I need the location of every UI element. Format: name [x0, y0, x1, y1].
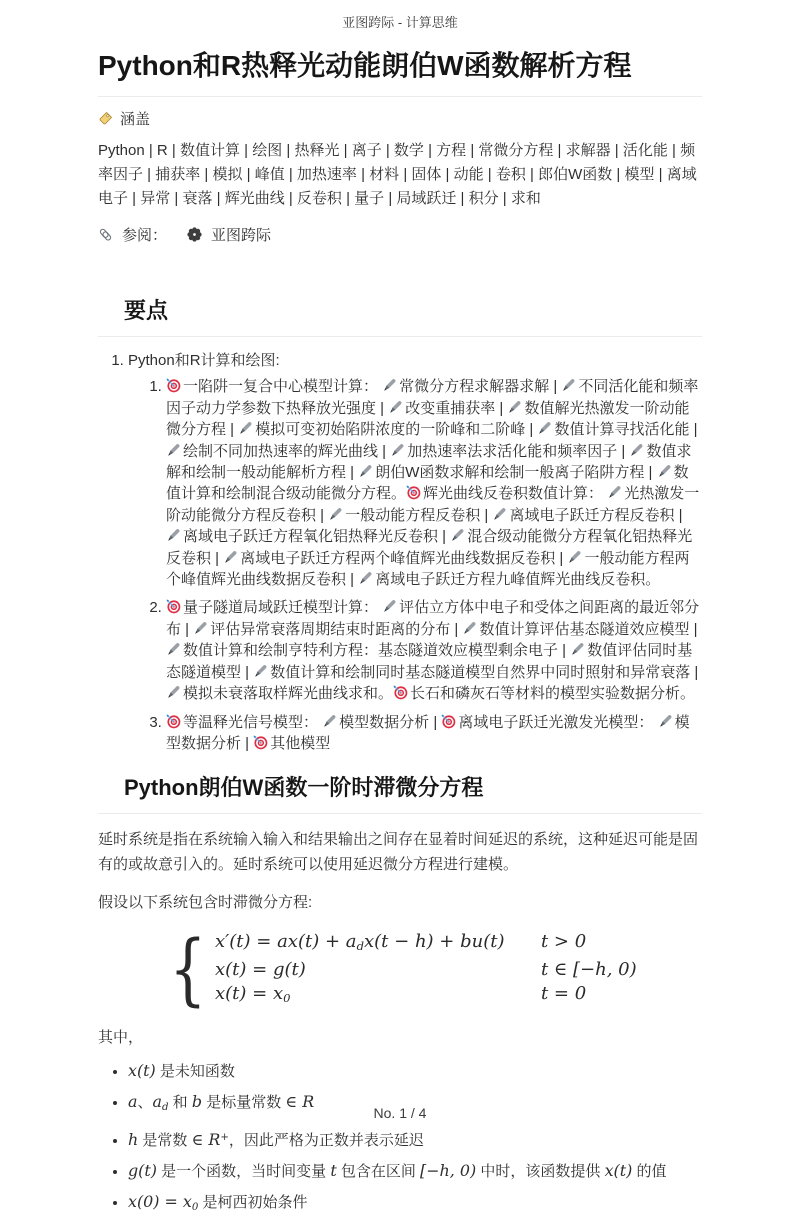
pen-icon [193, 621, 208, 636]
pen-icon [629, 443, 644, 458]
section2-paragraph-2: 假设以下系统包含时滞微分方程: [98, 894, 313, 912]
pen-icon [658, 714, 673, 729]
key-point-item: 1. 一陷阱一复合中心模型计算： 常微分方程求解器求解 | 不同活化能和频率因子动力学参数下热释放光强度 | 改变重捕获率 | 数值解光热激发一阶动能微分方程 | 模拟可变初始陷阱浓度的一阶峰和二阶峰 | 数值计算寻找活化能 | 绘制不同加热速率的辉光曲线 | 加热速率法求活化能和频率因子 | 数值求解和绘制一般动能解析方程 | 朗伯W函数求解和绘制一般离子陷阱方程 | 数值计算和绘制混合级动能微分方程。 辉光曲线反卷积数值计算： 光热激发一阶动能微分方程反卷积 | 一般动能方程反卷积 | 离域电子跃迁方程反卷积 | 离域电子跃迁方程氧化铝热释光反卷积 | 混合级动能微分方程氧化铝热释光反卷积 | 离域电子跃迁方程两个峰值辉光曲线数据反卷积 | 一般动能方程两个峰值辉光曲线数据反卷积 | 离域电子跃迁方程九峰值辉光曲线反卷积。 [166, 376, 702, 590]
paperclip-icon [98, 227, 113, 242]
key-point-item: 3. 等温释光信号模型： 模型数据分析 | 离域电子跃迁光激发光模型： 模型数据分析 | 其他模型 [166, 712, 702, 755]
keyword-list: Python | R | 数值计算 | 绘图 | 热释光 | 离子 | 数学 | 方程 | 常微分方程 | 求解器 | 活化能 | 频率因子 | 捕获率 | 模拟 | 峰值 | 加热速率 | 材料 | 固体 | 动能 | 卷积 | 郎伯W函数 | 模型 | 离域电子 | 异常 | 衰落 | 辉光曲线 | 反卷积 | 量子 | 局域跃迁 | 积分 | 求和 [98, 142, 697, 207]
section2-heading: Python朗伯W函数一阶时滞微分方程 [98, 774, 702, 814]
equation-rows [215, 930, 637, 1010]
target-icon [393, 685, 408, 700]
page-header: 亚图跨际 - 计算思维 [342, 15, 458, 30]
definition-item: • a、ad 和 b 是标量常数 ∈ R [128, 1090, 702, 1119]
curly-brace: { [169, 925, 207, 1016]
tag-line [98, 108, 702, 129]
key-points-section [98, 297, 702, 754]
tag-label: 涵盖 [120, 111, 151, 128]
pen-icon [358, 571, 373, 586]
target-icon [166, 378, 181, 393]
target-icon [166, 599, 181, 614]
target-icon [406, 485, 421, 500]
pen-icon [166, 685, 181, 700]
dde-equation [98, 925, 702, 1016]
pen-icon [462, 621, 477, 636]
site-logo-icon [187, 227, 202, 242]
key-points-intro: Python和R计算和绘图: [128, 352, 280, 369]
pen-icon [223, 550, 238, 565]
equation-row: x′(t) = ax(t) + adx(t − h) + bu(t) t > 0 [214, 930, 587, 954]
key-point-item: 2. 量子隧道局域跃迁模型计算： 评估立方体中电子和受体之间距离的最近邻分布 | 评估异常衰落周期结束时距离的分布 | 数值计算评估基态隧道效应模型 | 数值计算和绘制亨特利方程：基态隧道效应模型剩余电子 | 数值评估同时基态隧道模型 | 数值计算和绘制同时基态隧道模型自然界中同时照射和异常衰落 | 模拟未衰落取样辉光曲线求和。 长石和磷灰石等材料的模型实验数据分析。 [166, 597, 702, 704]
pen-icon [322, 714, 337, 729]
pen-icon [166, 642, 181, 657]
pen-icon [537, 421, 552, 436]
definition-item: • g(t) 是一个函数，当时间变量 t 包含在区间 [−h, 0) 中时，该函数提供 x(t) 的值 [128, 1159, 702, 1183]
definition-item: • x(0) = x0 是柯西初始条件 [128, 1190, 702, 1219]
key-points-heading: 要点 [98, 297, 702, 337]
document-body [0, 47, 800, 1219]
pen-icon [328, 507, 343, 522]
pen-icon [657, 464, 672, 479]
target-icon [166, 714, 181, 729]
page-title: Python和R热释光动能朗伯W函数解析方程 [98, 47, 702, 97]
definition-item: • x(t) 是未知函数 [128, 1059, 702, 1083]
pen-icon [388, 400, 403, 415]
see-also-line [98, 224, 702, 245]
key-points-inner-list [128, 376, 702, 754]
pen-icon [382, 378, 397, 393]
equation-row: x(t) = g(t) t ∈ [−h, 0) [214, 959, 637, 981]
pen-icon [507, 400, 522, 415]
target-icon [441, 714, 456, 729]
pen-icon [450, 528, 465, 543]
definition-item: • h 是常数 ∈ R+，因此严格为正数并表示延迟 [128, 1126, 702, 1152]
pen-icon [238, 421, 253, 436]
where-label: 其中， [98, 1029, 144, 1047]
see-also-link[interactable]: 亚图跨际 [211, 227, 272, 244]
key-points-outer-list [98, 350, 702, 754]
pen-icon [166, 443, 181, 458]
pen-icon [567, 550, 582, 565]
pen-icon [492, 507, 507, 522]
key-points-group [128, 350, 702, 754]
pen-icon [166, 528, 181, 543]
equation-row: x(t) = x0 t = 0 [214, 983, 587, 1006]
definitions-list [98, 1059, 702, 1219]
tag-icon [98, 111, 113, 126]
section2-paragraph-1: 延时系统是指在系统输入输入和结果输出之间存在显着时间延迟的系统，这种延迟可能是固有的或故意引入的。延时系统可以使用延迟微分方程进行建模。 [98, 831, 699, 873]
pen-icon [561, 378, 576, 393]
pen-icon [607, 485, 622, 500]
pen-icon [358, 464, 373, 479]
pen-icon [382, 599, 397, 614]
pen-icon [253, 664, 268, 679]
target-icon [253, 735, 268, 750]
pen-icon [390, 443, 405, 458]
page-number: No. 1 / 4 [373, 1105, 427, 1121]
see-also-label: 参阅： [122, 227, 168, 244]
pen-icon [570, 642, 585, 657]
